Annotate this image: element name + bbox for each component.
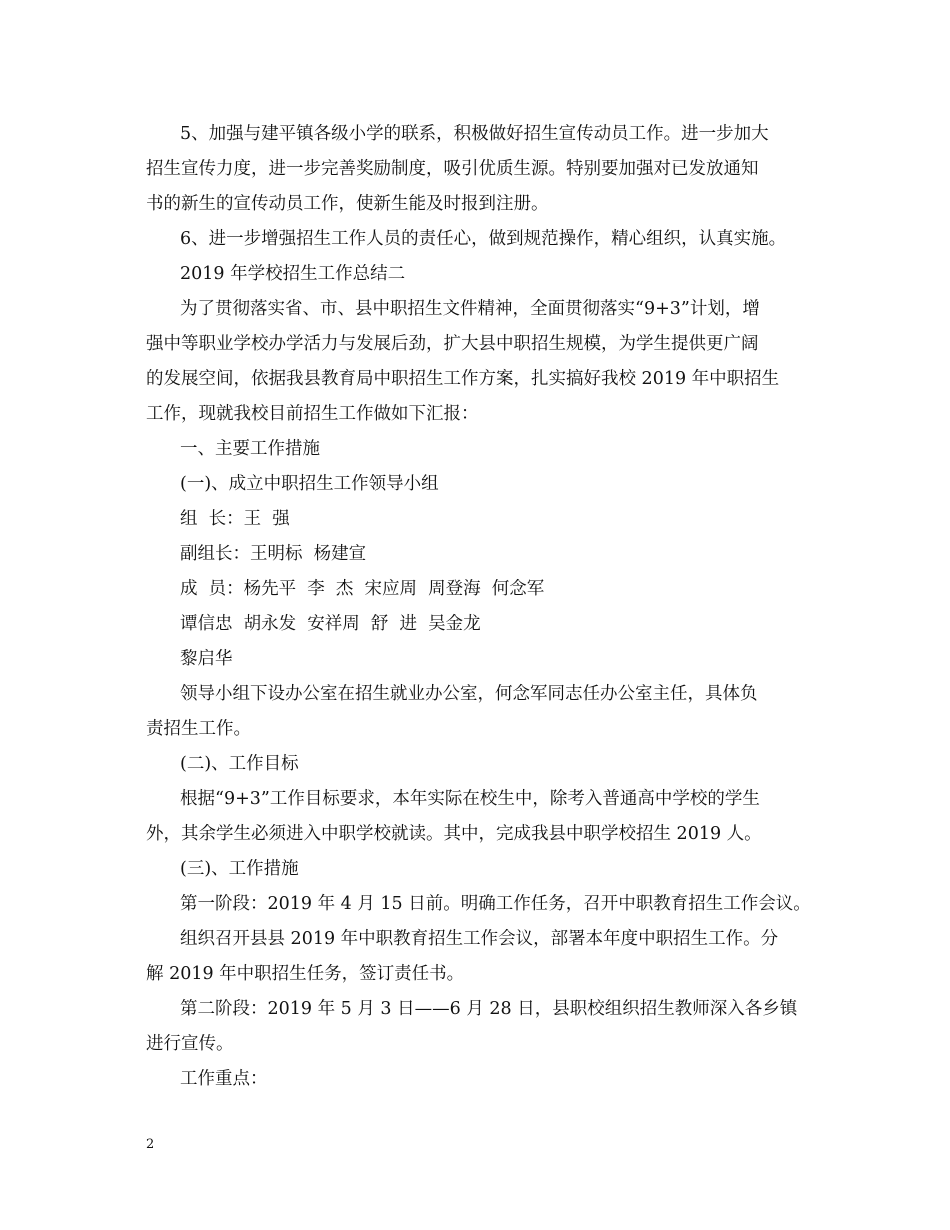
paragraph-line: 工作，现就我校目前招生工作做如下汇报： <box>146 404 479 424</box>
paragraph-line: 为了贯彻落实省、市、县中职招生文件精神，全面贯彻落实“9+3”计划，增 <box>180 299 760 319</box>
paragraph-line: 的发展空间，依据我县教育局中职招生工作方案，扎实搞好我校 2019 年中职招生 <box>146 369 780 389</box>
paragraph-line: 谭信忠 胡永发 安祥周 舒 进 吴金龙 <box>180 614 481 634</box>
paragraph-line: 黎启华 <box>180 649 233 669</box>
page-number: 2 <box>146 1137 155 1152</box>
subheading-line: (一)、成立中职招生工作领导小组 <box>180 474 439 494</box>
paragraph-line: 责招生工作。 <box>146 719 251 739</box>
paragraph-line: 组织召开县县 2019 年中职教育招生工作会议，部署本年度中职招生工作。分 <box>180 929 779 949</box>
paragraph-line: 外，其余学生必须进入中职学校就读。其中，完成我县中职学校招生 2019 人。 <box>146 824 762 844</box>
paragraph-line: 组 长：王 强 <box>180 509 290 529</box>
paragraph-line: 副组长：王明标 杨建宣 <box>180 544 367 564</box>
paragraph-line: 5、加强与建平镇各级小学的联系，积极做好招生宣传动员工作。进一步加大 <box>180 124 769 144</box>
paragraph-line: 6、进一步增强招生工作人员的责任心，做到规范操作，精心组织，认真实施。 <box>180 229 787 249</box>
section-title: 2019 年学校招生工作总结二 <box>180 264 406 284</box>
paragraph-line: 工作重点： <box>180 1069 268 1089</box>
paragraph-line: 进行宣传。 <box>146 1034 234 1054</box>
paragraph-line: 成 员：杨先平 李 杰 宋应周 周登海 何念军 <box>180 579 545 599</box>
paragraph-line: 招生宣传力度，进一步完善奖励制度，吸引优质生源。特别要加强对已发放通知 <box>146 159 759 179</box>
subheading-line: (二)、工作目标 <box>180 754 299 774</box>
heading-line: 一、主要工作措施 <box>180 439 320 459</box>
paragraph-line: 领导小组下设办公室在招生就业办公室，何念军同志任办公室主任，具体负 <box>180 684 758 704</box>
subheading-line: (三)、工作措施 <box>180 859 299 879</box>
paragraph-line: 强中等职业学校办学活力与发展后劲，扩大县中职招生规模，为学生提供更广阔 <box>146 334 759 354</box>
paragraph-line: 第一阶段：2019 年 4 月 15 日前。明确工作任务，召开中职教育招生工作会议。 <box>180 894 811 914</box>
paragraph-line: 书的新生的宣传动员工作，使新生能及时报到注册。 <box>146 194 549 214</box>
paragraph-line: 解 2019 年中职招生任务，签订责任书。 <box>146 964 465 984</box>
paragraph-line: 根据“9+3”工作目标要求，本年实际在校生中，除考入普通高中学校的学生 <box>180 789 760 809</box>
paragraph-line: 第二阶段：2019 年 5 月 3 日——6 月 28 日，县职校组织招生教师深入各乡镇 <box>180 999 798 1019</box>
